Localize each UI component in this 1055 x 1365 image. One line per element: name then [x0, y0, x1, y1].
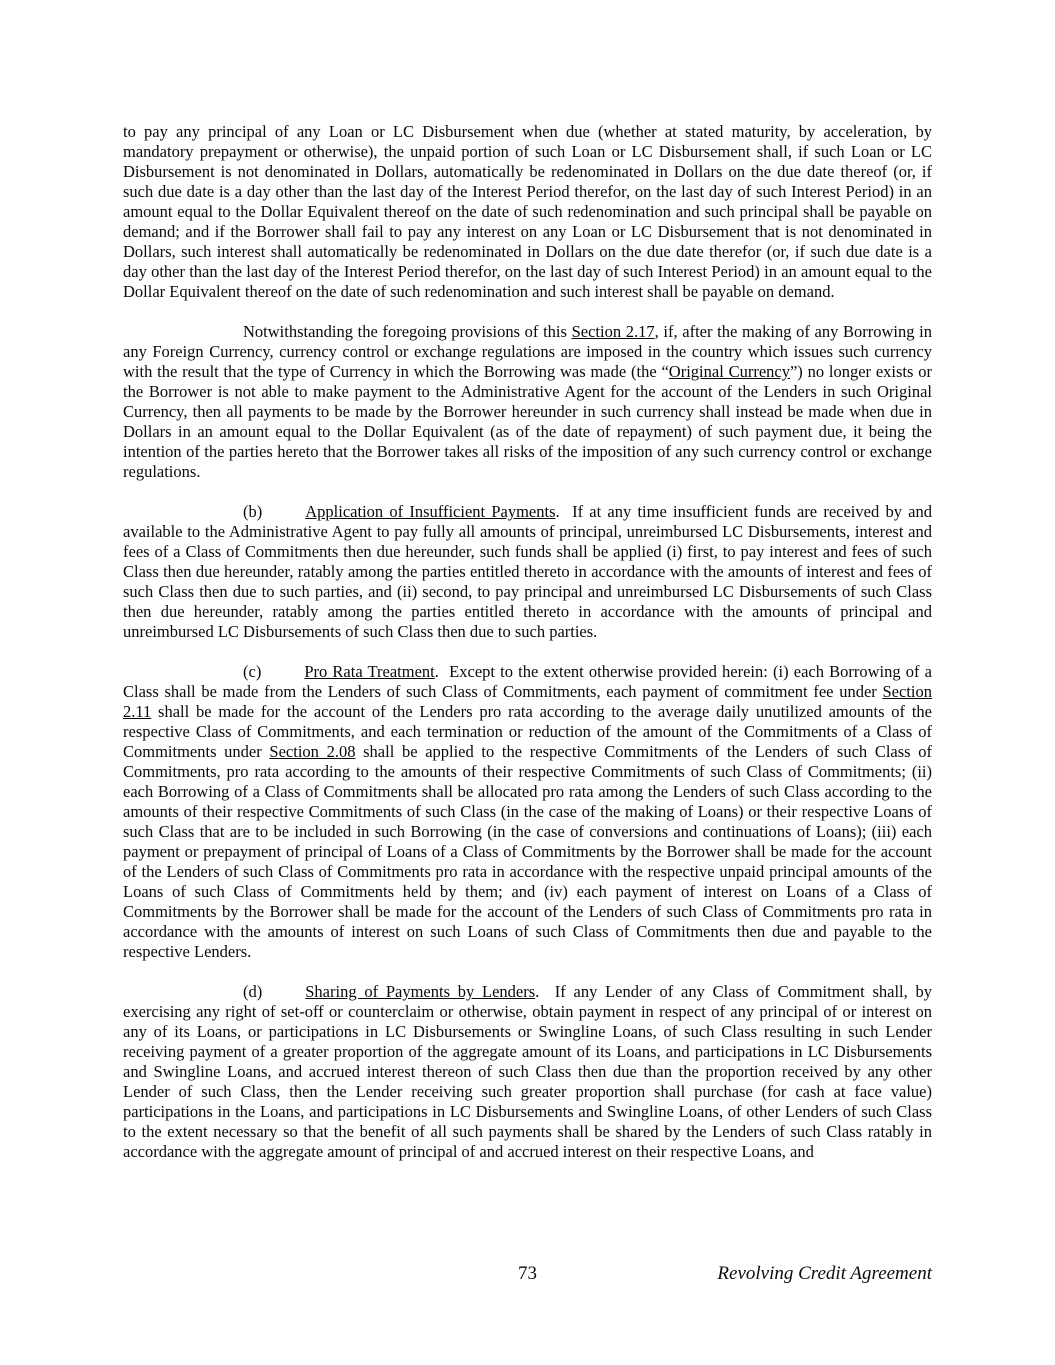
paragraph-b	[123, 502, 932, 642]
paragraph-text: to pay any principal of any Loan or LC Disbursement when due (whether at stated maturity, by acceleration, by mandatory prepayment or otherwise), the unpaid portion of such Loan or LC Disbursement shall, if such Loan or LC Disbursement is not denominated in Dollars, automatically be redenominated in Dollars on the due date thereof (or, if such due date is a day other than the last day of the Interest Period therefor, on the last day of such Interest Period) in an amount equal to the Dollar Equivalent thereof on the date of such redenomination and such principal shall be payable on demand; and if the Borrower shall fail to pay any interest on any Loan or LC Disbursement that is not denominated in Dollars, such interest shall automatically be redenominated in Dollars on the due date therefor (or, if such due date is a day other than the last day of the Interest Period therefor, on the last day of such Interest Period) in an amount equal to the Dollar Equivalent thereof on the date of such redenomination and such interest shall be payable on demand.	[123, 122, 932, 301]
section-reference: Section 2.08	[269, 742, 356, 761]
list-marker: (b)	[243, 502, 263, 521]
paragraph-text: . Except to the extent otherwise provided herein: (i) each Borrowing of a Class shall be made from the Lenders of such Class of Commitments, each payment of commitment fee under	[123, 662, 933, 701]
paragraph-text: shall be made for the account of the Lenders pro rata according to the average daily unutilized amounts of the respective Class of Commitments, and each termination or reduction of the amount of the Commitments of a Class of Commitments under	[123, 702, 932, 761]
paragraph-continuation	[123, 122, 932, 302]
paragraph-text: . If at any time insufficient funds are received by and available to the Administrative Agent to pay fully all amounts of principal, unreimbursed LC Disbursements, interest and fees of a Class of Commitments then due hereunder, such funds shall be applied (i) first, to pay interest and fees of such Class then due hereunder, ratably among the parties entitled thereto in accordance with the amounts of interest and fees of such Class then due to such parties, and (ii) second, to pay principal and unreimbursed LC Disbursements of such Class then due hereunder, ratably among the parties entitled thereto in accordance with the amounts of principal and unreimbursed LC Disbursements of such Class then due to such parties.	[123, 502, 932, 641]
paragraph-text: shall be applied to the respective Commitments of the Lenders of such Class of Commitments, pro rata according to the amounts of their respective Commitments of such Class of Commitments; (ii) each Borrowing of a Class of Commitments shall be allocated pro rata among the Lenders of such Class according to the amounts of their respective Commitments of such Class (in the case of the making of Loans) or their respective Loans of such Class that are to be included in such Borrowing (in the case of conversions and continuations of Loans); (iii) each payment or prepayment of principal of Loans of a Class of Commitments by the Borrower shall be made for the account of the Lenders of such Class of Commitments pro rata in accordance with the respective unpaid principal amounts of the Loans of such Class of Commitments held by them; and (iv) each payment of interest on Loans of a Class of Commitments by the Borrower shall be made for the account of the Lenders of such Class of Commitments pro rata in accordance with the amounts of interest on such Loans of such Class of Commitments then due and payable to the respective Lenders.	[123, 742, 932, 961]
list-marker: (c)	[243, 662, 262, 681]
clause-heading: Sharing of Payments by Lenders	[305, 982, 536, 1001]
list-marker: (d)	[243, 982, 263, 1001]
page-number: 73	[518, 1263, 537, 1284]
paragraph-text: Notwithstanding the foregoing provisions of this	[243, 322, 572, 341]
page-footer	[123, 1263, 932, 1291]
section-reference: Section 2.11	[123, 682, 932, 721]
paragraph-d	[123, 982, 932, 1162]
section-reference: Section 2.17	[571, 322, 655, 341]
document-title: Revolving Credit Agreement	[717, 1263, 932, 1284]
paragraph-notwithstanding	[123, 322, 932, 482]
clause-heading: Pro Rata Treatment	[304, 662, 435, 681]
paragraph-c	[123, 662, 932, 962]
paragraph-text: ”) no longer exists or the Borrower is not able to make payment to the Administrative Agent for the account of the Lenders in such Original Currency, then all payments to be made by the Borrower hereunder in such currency shall instead be made when due in Dollars in an amount equal to the Dollar Equivalent (as of the date of repayment) of such payment due, it being the intention of the parties hereto that the Borrower takes all risks of the imposition of any such currency control or exchange regulations.	[123, 362, 932, 481]
defined-term: Original Currency	[668, 362, 790, 381]
clause-heading: Application of Insufficient Payments	[305, 502, 556, 521]
page-body	[123, 122, 932, 1182]
paragraph-text: , if, after the making of any Borrowing in any Foreign Currency, currency control or exchange regulations are imposed in the country which issues such currency with the result that the type of Currency in which the Borrowing was made (the “	[123, 322, 932, 381]
paragraph-text: . If any Lender of any Class of Commitment shall, by exercising any right of set-off or counterclaim or otherwise, obtain payment in respect of any principal of or interest on any of its Loans, or participations in LC Disbursements or Swingline Loans, of such Class resulting in such Lender receiving payment of a greater proportion of the aggregate amount of its Loans, and participations in LC Disbursements and Swingline Loans, and accrued interest thereon of such Class then due than the proportion received by any other Lender of such Class, then the Lender receiving such greater proportion shall purchase (for cash at face value) participations in the Loans, and participations in LC Disbursements and Swingline Loans, of other Lenders of such Class to the extent necessary so that the benefit of all such payments shall be shared by the Lenders of such Class ratably in accordance with the aggregate amount of principal of and accrued interest on their respective Loans, and	[123, 982, 932, 1161]
